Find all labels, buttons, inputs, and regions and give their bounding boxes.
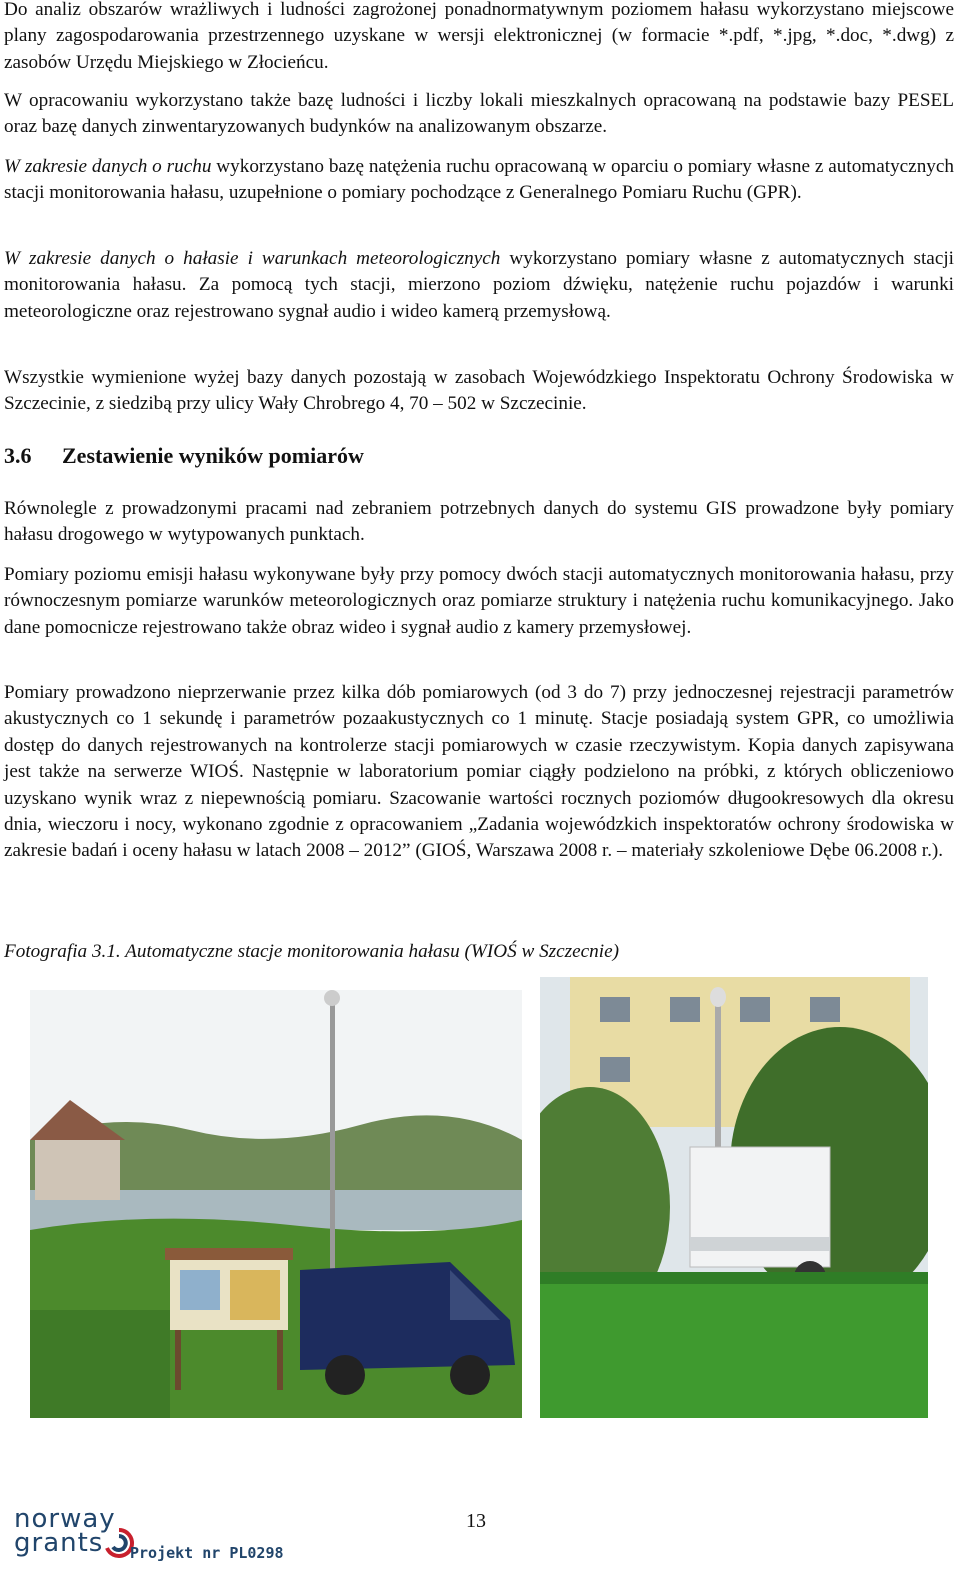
section-title: Zestawienie wyników pomiarów: [62, 443, 364, 468]
paragraph-5: Wszystkie wymienione wyżej bazy danych pozostają w zasobach Wojewódzkiego Inspektoratu Ochrony Środowiska w Szczecinie, z siedzibą przy ulicy Wały Chrobrego 4, 70 – 502 w Szczecinie.: [4, 367, 954, 415]
photo-monitoring-trailer: [540, 977, 928, 1418]
paragraph-3-text: wykorzystano bazę natężenia ruchu opracowaną w oparciu o pomiary własne z automatycznych stacji monitorowania hałasu, uzupełnione o pomiary pochodzące z Generalnego Pomiaru Ruchu (GPR).: [4, 156, 954, 204]
section-number: 3.6: [4, 443, 32, 468]
paragraph-1: Do analiz obszarów wrażliwych i ludności zagrożonej ponadnormatywnym poziomem hałasu wykorzystano miejscowe plany zagospodarowania przestrzennego uzyskane w wersji elektronicznej (w formacie *.pdf, *.jpg, *.doc, *.dwg) z zasobów Urzędu Miejskiego w Złocieńcu.: [4, 0, 954, 73]
paragraph-7: Pomiary poziomu emisji hałasu wykonywane były przy pomocy dwóch stacji automatycznych monitorowania hałasu, przy równoczesnym pomiarze warunków meteorologicznych oraz pomiarze struktury i natężenia ruchu komunikacyjnego. Jako dane pomocnicze rejestrowano także obraz wideo i sygnał audio z kamery przemysłowej.: [4, 564, 954, 638]
photo-monitoring-van: [30, 990, 522, 1418]
footer-logo: [10, 1504, 310, 1568]
paragraph-2: W opracowaniu wykorzystano także bazę ludności i liczby lokali mieszkalnych opracowaną na podstawie bazy PESEL oraz bazę danych zinwentaryzowanych budynków na analizowanym obszarze.: [4, 90, 954, 138]
page-number: 13: [466, 1510, 486, 1532]
paragraph-8: Pomiary prowadzono nieprzerwanie przez kilka dób pomiarowych (od 3 do 7) przy jednoczesnej rejestracji parametrów akustycznych co 1 sekundę i parametrów pozaakustycznych co 1 minutę. Stacje posiadają system GPR, co umożliwia dostęp do danych rejestrowanych na kontrolerze stacji pomiarowych w czasie rzeczywistym. Kopia danych zapisywana jest także na serwerze WIOŚ. Następnie w laboratorium pomiar ciągły podzielono na próbki, z których obliczeniowo uzyskano wynik wraz z niepewnością pomiaru. Szacowanie wartości rocznych poziomów długookresowych dla okresu dnia, wieczoru i nocy, wykonano zgodnie z opracowaniem „Zadania wojewódzkich inspektoratów ochrony środowiska w zakresie badań i oceny hałasu w latach 2008 – 2012” (GIOŚ, Warszawa 2008 r. – materiały szkoleniowe Dębe 06.2008 r.).: [4, 682, 954, 862]
project-number: Projekt nr PL0298: [130, 1544, 284, 1562]
logo-line-1: norway: [14, 1504, 116, 1534]
paragraph-4: [4, 246, 954, 325]
logo-line-2: grants: [14, 1528, 104, 1558]
paragraph-4-text: wykorzystano pomiary własne z automatycznych stacji monitorowania hałasu. Za pomocą tych stacji, mierzono poziom dźwięku, natężenie ruchu pojazdów i warunki meteorologiczne oraz rejestrowano sygnał audio i wideo kamerą przemysłową.: [4, 248, 954, 322]
paragraph-3-italic: W zakresie danych o ruchu: [4, 156, 212, 177]
paragraph-3: [4, 154, 954, 207]
photo-caption: Fotografia 3.1. Automatyczne stacje monitorowania hałasu (WIOŚ w Szczecnie): [4, 941, 619, 962]
paragraph-6: Równolegle z prowadzonymi pracami nad zebraniem potrzebnych danych do systemu GIS prowadzone były pomiary hałasu drogowego w wytypowanych punktach.: [4, 498, 954, 546]
section-heading: [4, 443, 364, 469]
paragraph-4-italic: W zakresie danych o hałasie i warunkach meteorologicznych: [4, 248, 501, 269]
